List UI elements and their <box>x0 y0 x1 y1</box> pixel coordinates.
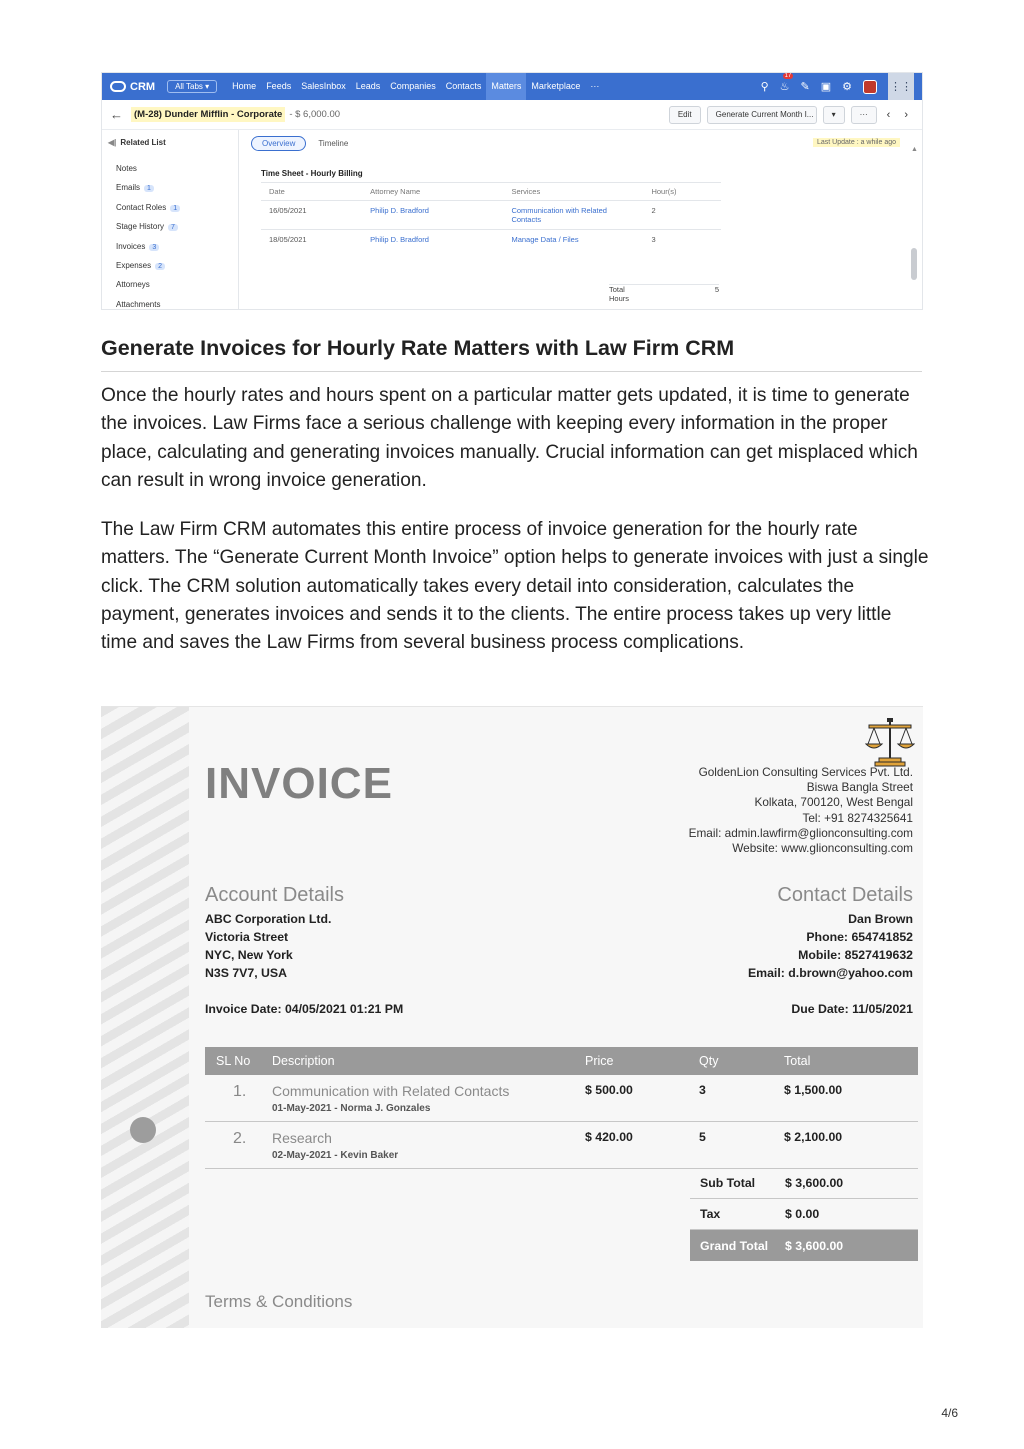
total-hours-value: 5 <box>714 285 719 294</box>
subtotal-value: $ 3,600.00 <box>785 1176 844 1190</box>
column-header: SL No <box>216 1054 251 1068</box>
grand-total-label: Grand Total <box>700 1238 769 1253</box>
tax-label: Tax <box>700 1207 721 1221</box>
scales-of-justice-icon <box>865 716 915 768</box>
related-item-stage-history[interactable]: Stage History 7 <box>108 217 238 236</box>
item-subtitle: 01-May-2021 - Norma J. Gonzales <box>272 1103 431 1114</box>
item-total: $ 2,100.00 <box>784 1130 843 1144</box>
related-list-header[interactable]: ◀| Related List <box>108 138 166 147</box>
nav-more[interactable]: ··· <box>590 81 600 91</box>
invoice-totals <box>690 1168 918 1261</box>
hours-cell: 2 <box>643 201 721 230</box>
count-badge: 2 <box>155 263 165 270</box>
related-item-notes[interactable]: Notes <box>116 164 137 173</box>
nav-contacts[interactable]: Contacts <box>445 81 482 91</box>
item-subtitle: 02-May-2021 - Kevin Baker <box>272 1150 399 1161</box>
invoice-date: Invoice Date: 04/05/2021 01:21 PM <box>205 1002 404 1016</box>
compose-icon[interactable]: ✎ <box>800 81 810 93</box>
app-grid-icon[interactable]: ⋮⋮ <box>888 73 914 100</box>
nav-feeds[interactable]: Feeds <box>266 81 292 91</box>
column-header: Description <box>272 1054 335 1068</box>
page-number: 4/6 <box>941 1406 958 1420</box>
top-icons <box>761 73 922 100</box>
chevron-right-icon[interactable]: › <box>904 108 908 121</box>
company-name: GoldenLion Consulting Services Pvt. Ltd. <box>698 765 913 779</box>
company-details <box>689 765 913 856</box>
contact-details-title: Contact Details <box>777 884 913 906</box>
table-row <box>205 1122 918 1169</box>
nav-leads[interactable]: Leads <box>355 81 381 91</box>
attorney-link[interactable]: Philip D. Bradford <box>362 201 503 230</box>
column-header: Price <box>585 1054 614 1068</box>
tax-row <box>690 1199 918 1230</box>
generate-invoice-button[interactable]: Generate Current Month I... <box>707 106 817 124</box>
item-description <box>272 1130 585 1168</box>
nav-salesinbox[interactable]: SalesInbox <box>301 81 346 91</box>
service-link[interactable]: Communication with Related Contacts <box>503 201 643 230</box>
item-number: 2. <box>233 1130 247 1147</box>
crm-logo-text: CRM <box>130 80 156 93</box>
attorney-link[interactable]: Philip D. Bradford <box>362 230 503 250</box>
company-phone: Tel: +91 8274325641 <box>802 810 913 825</box>
record-body <box>102 130 922 310</box>
edit-button[interactable]: Edit <box>669 106 701 124</box>
table-header-row <box>261 183 721 201</box>
contact-line: Dan Brown <box>848 912 913 926</box>
timesheet-title: Time Sheet - Hourly Billing <box>261 169 363 178</box>
account-details <box>205 910 331 982</box>
scroll-thumb[interactable] <box>911 248 917 280</box>
related-item-emails[interactable]: Emails 1 <box>108 178 238 197</box>
decorative-stripes <box>101 707 189 1328</box>
calendar-icon[interactable]: ▣ <box>820 81 832 93</box>
company-website: Website: www.glionconsulting.com <box>732 841 913 856</box>
item-price: $ 500.00 <box>585 1083 633 1097</box>
contact-line: Mobile: 8527419632 <box>798 948 913 962</box>
invoice-title: INVOICE <box>205 759 393 808</box>
table-row <box>205 1075 918 1122</box>
column-header: Hour(s) <box>643 183 721 201</box>
table-row <box>261 201 721 230</box>
account-line: NYC, New York <box>205 948 293 962</box>
related-item-expenses[interactable]: Expenses 2 <box>108 256 238 275</box>
tax-value: $ 0.00 <box>785 1207 820 1221</box>
date-cell: 16/05/2021 <box>261 201 362 230</box>
related-list <box>102 130 239 310</box>
all-tabs-button[interactable]: All Tabs ▾ <box>167 80 217 93</box>
total-hours <box>609 284 719 303</box>
items-header <box>205 1047 918 1075</box>
scrollbar[interactable] <box>911 146 918 308</box>
crm-top-bar <box>102 73 922 100</box>
crm-logo[interactable] <box>110 81 155 93</box>
item-title: Research <box>272 1130 332 1146</box>
total-hours-label: Total Hours <box>609 285 630 303</box>
column-header: Qty <box>699 1054 719 1068</box>
bell-icon[interactable]: ♨ 17 <box>779 73 792 93</box>
item-qty: 3 <box>699 1083 706 1097</box>
tab-overview[interactable]: Overview <box>251 136 306 151</box>
column-header: Attorney Name <box>362 183 503 201</box>
subtotal-row <box>690 1168 918 1199</box>
search-icon[interactable]: ⚲ <box>760 81 769 93</box>
related-item-attorneys[interactable]: Attorneys <box>116 280 150 290</box>
record-header <box>102 100 922 130</box>
table-row <box>261 230 721 250</box>
record-actions <box>669 106 922 124</box>
crm-logo-icon <box>110 81 126 92</box>
item-qty: 5 <box>699 1130 706 1144</box>
count-badge: 1 <box>170 205 180 212</box>
item-number: 1. <box>233 1083 247 1100</box>
count-badge: 1 <box>144 185 154 192</box>
timesheet-table <box>261 182 721 249</box>
item-title: Communication with Related Contacts <box>272 1083 510 1099</box>
related-item-invoices[interactable]: Invoices 3 <box>108 237 238 256</box>
due-date: Due Date: 11/05/2021 <box>791 1002 913 1016</box>
company-street: Biswa Bangla Street <box>806 780 913 795</box>
collapse-icon: ◀| <box>108 138 117 147</box>
gear-icon[interactable]: ⚙ <box>842 81 852 93</box>
paragraph: Once the hourly rates and hours spent on a particular matter gets updated, it is time to generate the invoices. Law Firms face a serious challenge with keeping every information in the proper place, calculating and generating invoices manually. Crucial information can get misplaced which can result in wrong invoice generation. <box>101 385 918 491</box>
section-heading: Generate Invoices for Hourly Rate Matters with Law Firm CRM <box>101 336 922 372</box>
nav-companies[interactable]: Companies <box>390 81 436 91</box>
related-item-attachments[interactable]: Attachments <box>116 299 161 309</box>
account-line: Victoria Street <box>205 930 289 944</box>
item-total: $ 1,500.00 <box>784 1083 843 1097</box>
column-header: Services <box>503 183 643 201</box>
matter-amount: - $ 6,000.00 <box>289 109 341 120</box>
count-badge: 7 <box>168 224 178 231</box>
date-cell: 18/05/2021 <box>261 230 362 250</box>
nav-marketplace[interactable]: Marketplace <box>531 81 581 91</box>
hours-cell: 3 <box>643 230 721 250</box>
company-email: Email: admin.lawfirm@glionconsulting.com <box>688 825 913 840</box>
decorative-dot <box>130 1117 156 1143</box>
contact-details <box>748 910 913 982</box>
more-actions-button[interactable]: ··· <box>851 106 877 124</box>
contact-line: Phone: 654741852 <box>806 930 913 944</box>
terms-title: Terms & Conditions <box>205 1292 353 1311</box>
grand-total-value: $ 3,600.00 <box>785 1238 844 1253</box>
back-arrow-icon[interactable]: ← <box>110 107 123 122</box>
record-main <box>239 130 922 310</box>
related-item-contact-roles[interactable]: Contact Roles 1 <box>108 198 238 217</box>
column-header: Total <box>784 1054 811 1068</box>
account-line: N3S 7V7, USA <box>205 966 288 980</box>
service-link[interactable]: Manage Data / Files <box>503 230 643 250</box>
crm-screenshot <box>101 72 923 310</box>
tab-timeline[interactable]: Timeline <box>318 139 349 148</box>
count-badge: 3 <box>149 244 159 251</box>
record-tabs <box>251 136 910 151</box>
contact-line: Email: d.brown@yahoo.com <box>747 966 913 980</box>
notification-badge: 17 <box>784 73 792 79</box>
invoice-sample <box>101 706 923 1328</box>
nav-home[interactable]: Home <box>232 81 257 91</box>
scroll-up-icon[interactable]: ▲ <box>911 146 918 153</box>
item-price: $ 420.00 <box>585 1130 633 1144</box>
matter-title: (M-28) Dunder Mifflin - Corporate <box>131 107 285 122</box>
nav-matters[interactable]: Matters <box>486 73 526 100</box>
company-city: Kolkata, 700120, West Bengal <box>754 795 913 810</box>
grand-total-row <box>690 1230 918 1261</box>
account-details-title: Account Details <box>205 884 344 906</box>
account-line: ABC Corporation Ltd. <box>205 912 332 926</box>
subtotal-label: Sub Total <box>700 1176 756 1190</box>
paragraph: The Law Firm CRM automates this entire process of invoice generation for the hourly rate matters. The “Generate Current Month Invoice” option helps to generate invoices with just a single click. The CRM solution automatically takes every detail into consideration, calculates the payment, generates invoices and sends it to the clients. The entire process takes up very little time and saves the Law Firms from several business process complications. <box>101 519 929 654</box>
column-header: Date <box>261 183 362 201</box>
dropdown-arrow-icon[interactable]: ▾ <box>823 106 845 124</box>
last-update: Last Update : a while ago <box>813 138 900 147</box>
chevron-left-icon[interactable]: ‹ <box>886 108 891 121</box>
invoice-items <box>205 1047 918 1169</box>
item-description <box>272 1083 585 1121</box>
avatar[interactable] <box>863 80 877 94</box>
